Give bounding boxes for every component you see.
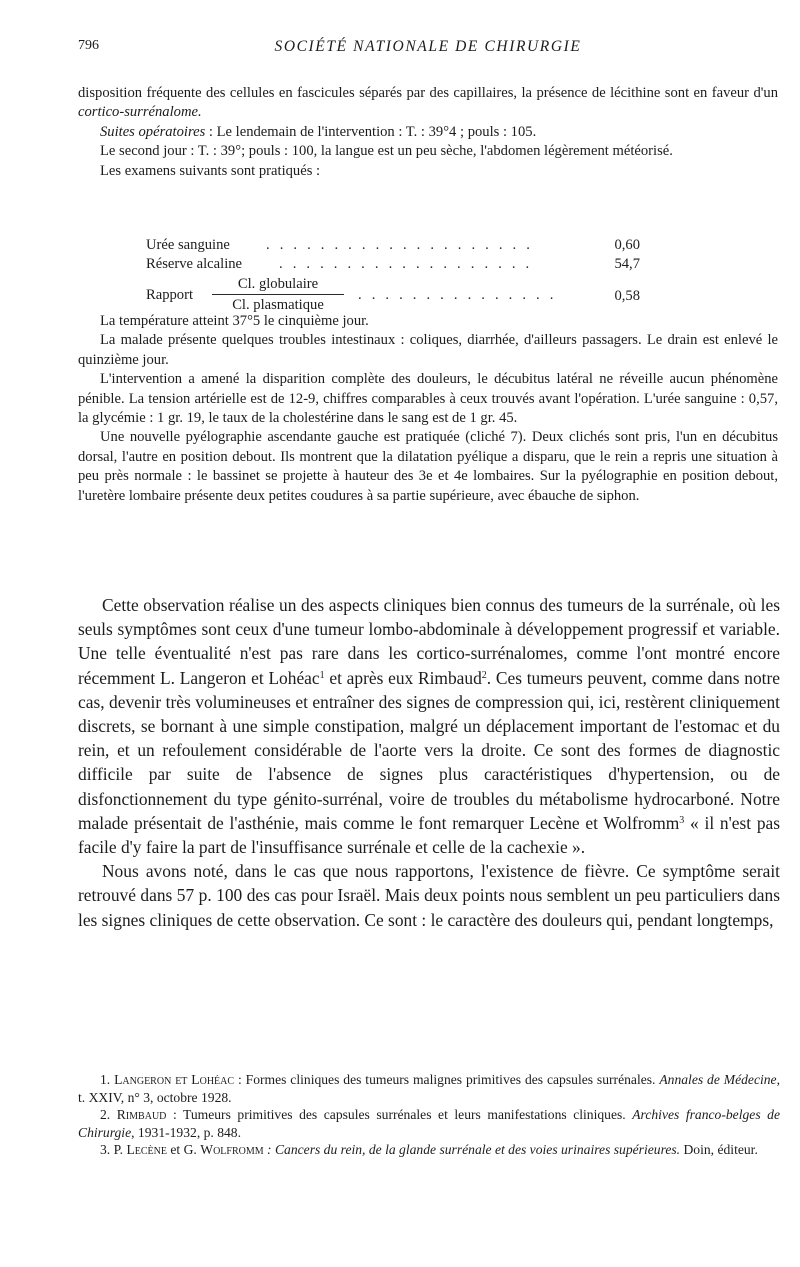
lab-row-uree [146, 236, 646, 255]
discussion-text [78, 593, 780, 932]
observation-paragraph: Suites opératoires : Le lendemain de l'intervention : T. : 39°4 ; pouls : 105. [100, 123, 537, 140]
lab-value: 0,58 [614, 287, 640, 304]
ratio-denominator: Cl. plasmatique [232, 296, 324, 313]
lab-row-rapport [146, 275, 646, 317]
discussion-paragraph: Nous avons noté, dans le cas que nous rapportons, l'existence de fièvre. Ce symptôme serait retrouvé dans 57 p. 100 des cas pour Israël. Mais deux points nous semblent un peu particuliers dans les signes cliniques de cette observation. Ce sont : le caractère des douleurs qui, pendant longtemps, [78, 861, 780, 930]
leader-dots: . . . . . . . . . . . . . . . . . . . . [266, 237, 534, 253]
footnote-2: 2. Rimbaud : Tumeurs primitives des capsules surrénales et leurs manifestations cliniques. Archives franco-belges de Chirurgie, 1931-1932, p. 848. [78, 1107, 780, 1140]
observation-text [78, 84, 778, 181]
lab-row-reserve [146, 255, 646, 274]
lab-results-table [146, 236, 646, 317]
page-number: 796 [78, 38, 99, 53]
course-paragraph: La malade présente quelques troubles intestinaux : coliques, diarrhée, d'ailleurs passagers. Le drain est enlevé le quinzième jour. [78, 332, 778, 368]
observation-paragraph: Le second jour : T. : 39°; pouls : 100, la langue est un peu sèche, l'abdomen légèrement météorisé. [100, 143, 673, 160]
course-paragraph: L'intervention a amené la disparition complète des douleurs, le décubitus latéral ne réveille aucun phénomène pénible. La tension artérielle est de 12-9, chiffres comparables à ceux trouvés avant l'opération. L'urée sanguine : 0,57, la glycémie : 1 gr. 19, le taux de la cholestérine dans le sang est de 1 gr. 45. [78, 371, 778, 427]
footnote-3: 3. P. Lecène et G. Wolfromm : Cancers du rein, de la glande surrénale et des voies urinaires supérieures. Doin, éditeur. [100, 1142, 758, 1158]
footnote-1: 1. Langeron et Lohéac : Formes cliniques des tumeurs malignes primitives des capsules surrénales. Annales de Médecine, t. XXIV, n° 3, octobre 1928. [78, 1072, 780, 1105]
leader-dots: . . . . . . . . . . . . . . . [358, 286, 557, 303]
lab-value: 0,60 [614, 237, 640, 253]
course-paragraph: La température atteint 37°5 le cinquième jour. [100, 313, 369, 329]
footnote-ref: 1 [319, 669, 325, 681]
discussion-paragraph: Cette observation réalise un des aspects cliniques bien connus des tumeurs de la surrénale, où les seuls symptômes sont ceux d'une tumeur lombo-abdominale à développement progressif et variable. Une telle éventualité n'est pas rare dans les cortico-surrénalomes, comme l'ont montré encore récemment L. Langeron et Lohéac$^1$ et après eux Rimbaud$^2$. Ces tumeurs peuvent, comme dans notre cas, devenir très volumineuses et entraîner des signes de compression qui, ici, restèrent cliniquement discrets, se bornant à une simple constipation, malgré un déplacement important de l'estomac et du rein, et un refoulement considérable de l'aorte vers la droite. Ce sont des formes de diagnostic difficile par suite de l'absence de signes plus caractéristiques d'hypertension, ou de disfonctionnement du type génito-surrénal, voire de troubles du métabolisme hydrocarboné. Notre malade présentait de l'asthénie, mais comme le font remarquer Lecène et Wolfromm$^3$ « il n'est pas facile d'y faire la part de l'insuffisance surrénale et celle de la cachexie ». [78, 595, 781, 858]
footnote-ref: 2 [481, 669, 487, 681]
footnote-ref: 3 [679, 814, 685, 826]
course-paragraph: Une nouvelle pyélographie ascendante gauche est pratiquée (cliché 7). Deux clichés sont pris, l'un en décubitus dorsal, l'autre en position debout. Ils montrent que la dilatation pyélique a disparu, que le rein a repris une situation à peu près normale : le bassinet se projette à hauteur des 3e et 4e lombaires. Sur la pyélographie en position debout, l'uretère lombaire présente deux petites coudures à sa partie supérieure, avec ébauche de siphon. [78, 429, 778, 504]
leader-dots: . . . . . . . . . . . . . . . . . . . [279, 256, 533, 273]
lab-value: 54,7 [614, 256, 640, 273]
postoperative-course [78, 312, 778, 506]
lab-label: Rapport [146, 286, 194, 303]
journal-title: SOCIÉTÉ NATIONALE DE CHIRURGIE [274, 38, 582, 55]
lab-label: Urée sanguine [146, 237, 230, 253]
lab-label: Réserve alcaline [146, 256, 243, 273]
ratio-numerator: Cl. globulaire [212, 275, 344, 295]
ratio-fraction [212, 275, 344, 315]
running-head [78, 38, 778, 60]
footnotes [78, 1071, 780, 1159]
observation-paragraph: disposition fréquente des cellules en fascicules séparés par des capillaires, la présence de lécithine sont en faveur d'un cortico-surrénalome. [78, 85, 778, 121]
observation-paragraph: Les examens suivants sont pratiqués : [100, 162, 321, 179]
